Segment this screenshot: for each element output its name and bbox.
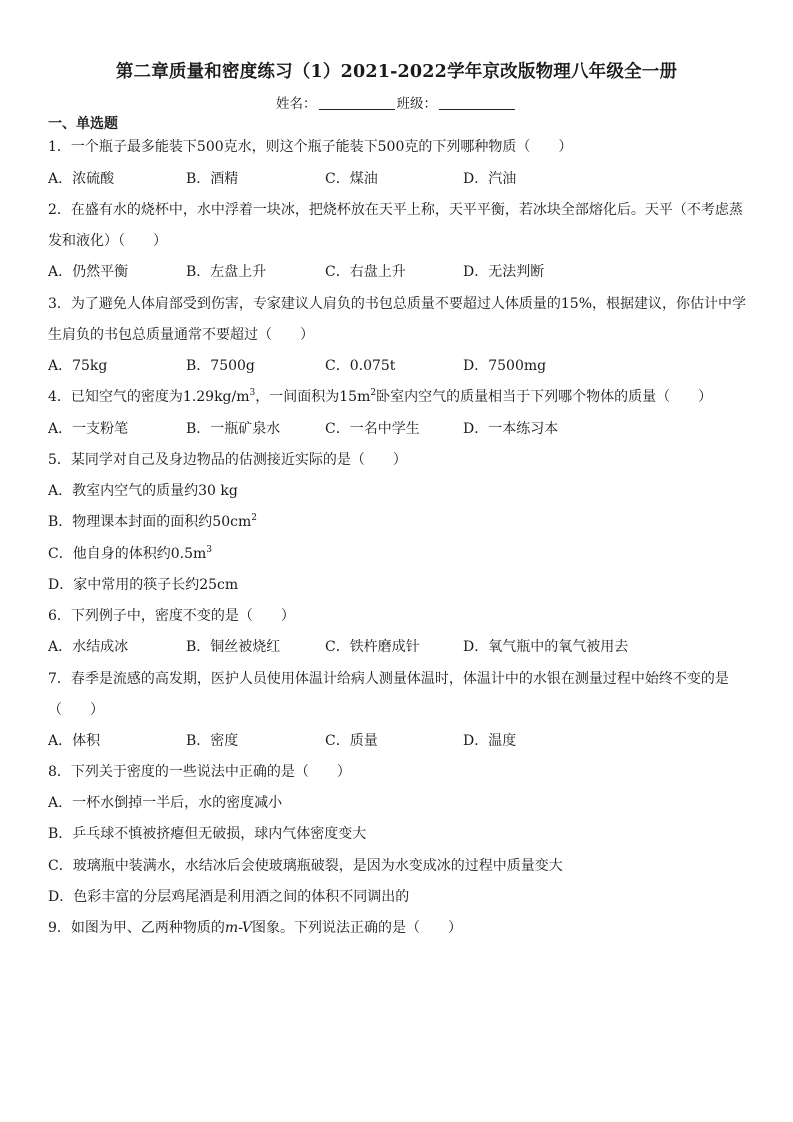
question-8-text: 8．下列关于密度的一些说法中正确的是（ ） [48,764,351,780]
question-7-text-line-1: 7．春季是流感的高发期，医护人员使用体温计给病人测量体温时，体温计中的水银在测量过程中始终不变的是 [48,671,729,687]
name-class-line [0,92,793,112]
q5-option-b-text: B．物理课本封面的面积约50cm [48,514,252,530]
q7-option-d: D．温度 [463,733,517,749]
q4-text-part-3: 卧室内空气的质量相当于下列哪个物体的质量（ ） [376,389,713,405]
q5-option-c-superscript: 3 [206,545,212,555]
q4-option-d: D．一本练习本 [463,421,559,437]
q4-text-part-1: 4．已知空气的密度为1.29kg/m [48,389,250,405]
name-blank [319,95,395,110]
q1-option-d: D．汽油 [463,171,517,187]
page-title: 第二章质量和密度练习（1）2021-2022学年京改版物理八年级全一册 [115,62,678,82]
q4-option-c: C．一名中学生 [325,421,420,437]
q6-option-a: A．水结成冰 [48,639,129,655]
question-9-text [48,919,462,937]
q2-option-d: D．无法判断 [463,264,545,280]
q5-option-b [48,513,257,531]
question-5-text: 5．某同学对自己及身边物品的估测接近实际的是（ ） [48,452,407,468]
q3-option-a: A．75kg [48,358,108,374]
q2-option-b: B．左盘上升 [186,264,267,280]
question-1-text: 1．一个瓶子最多能装下500克水，则这个瓶子能装下500克的下列哪种物质（ ） [48,139,573,155]
q4-option-b: B．一瓶矿泉水 [186,421,281,437]
question-3-text-line-2: 生肩负的书包总质量通常不要超过（ ） [48,327,314,343]
q2-option-a: A．仍然平衡 [48,264,129,280]
q7-option-a: A．体积 [48,733,101,749]
name-label: 姓名： [276,96,317,112]
q8-option-c: C．玻璃瓶中装满水，水结冰后会使玻璃瓶破裂，是因为水变成冰的过程中质量变大 [48,858,563,874]
q8-option-b: B．乒乓球不慎被挤瘪但无破损，球内气体密度变大 [48,826,367,842]
q8-option-d: D．色彩丰富的分层鸡尾酒是利用酒之间的体积不同调出的 [48,889,410,905]
question-7-text-line-2: （ ） [48,702,104,718]
q6-option-b: B．铜丝被烧红 [186,639,281,655]
q3-option-d: D．7500mg [463,358,547,374]
q5-option-a: A．教室内空气的质量约30 kg [48,483,238,499]
question-4-text [48,388,712,406]
q1-option-a: A．浓硫酸 [48,171,115,187]
q5-option-b-superscript: 2 [251,513,257,523]
q6-option-c: C．铁杵磨成针 [325,639,420,655]
class-blank [439,95,515,110]
q9-text-part-1: 9．如图为甲、乙两种物质的 [48,920,225,936]
class-label: 班级： [396,96,437,112]
q9-variable: m-V [224,920,253,936]
q7-option-c: C．质量 [325,733,378,749]
question-2-text-line-2: 发和液化）（ ） [48,233,167,249]
section-heading: 一、单选题 [48,116,118,132]
q8-option-a: A．一杯水倒掉一半后，水的密度减小 [48,795,283,811]
q5-option-d: D．家中常用的筷子长约25cm [48,577,239,593]
q3-option-c: C．0.075t [325,358,396,374]
q1-option-c: C．煤油 [325,171,378,187]
q1-option-b: B．酒精 [186,171,239,187]
q4-text-part-2: ，一间面积为15m [255,389,371,405]
question-2-text-line-1: 2．在盛有水的烧杯中，水中浮着一块冰，把烧杯放在天平上称，天平平衡，若冰块全部熔化后。天平（不考虑蒸 [48,202,743,218]
question-6-text: 6．下列例子中，密度不变的是（ ） [48,608,295,624]
q6-option-d: D．氧气瓶中的氧气被用去 [463,639,629,655]
question-3-text-line-1: 3．为了避免人体肩部受到伤害，专家建议人肩负的书包总质量不要超过人体质量的15%，根据建议，你估计中学 [48,296,747,312]
q2-option-c: C．右盘上升 [325,264,406,280]
q3-option-b: B．7500g [186,358,255,374]
q9-text-part-2: 图象。下列说法正确的是（ ） [252,920,463,936]
q5-option-c [48,545,212,563]
q5-option-c-text: C．他自身的体积约0.5m [48,546,207,562]
q4-superscript-2: 2 [370,388,377,398]
q4-superscript-3: 3 [249,388,256,398]
q7-option-b: B．密度 [186,733,239,749]
q4-option-a: A．一支粉笔 [48,421,129,437]
